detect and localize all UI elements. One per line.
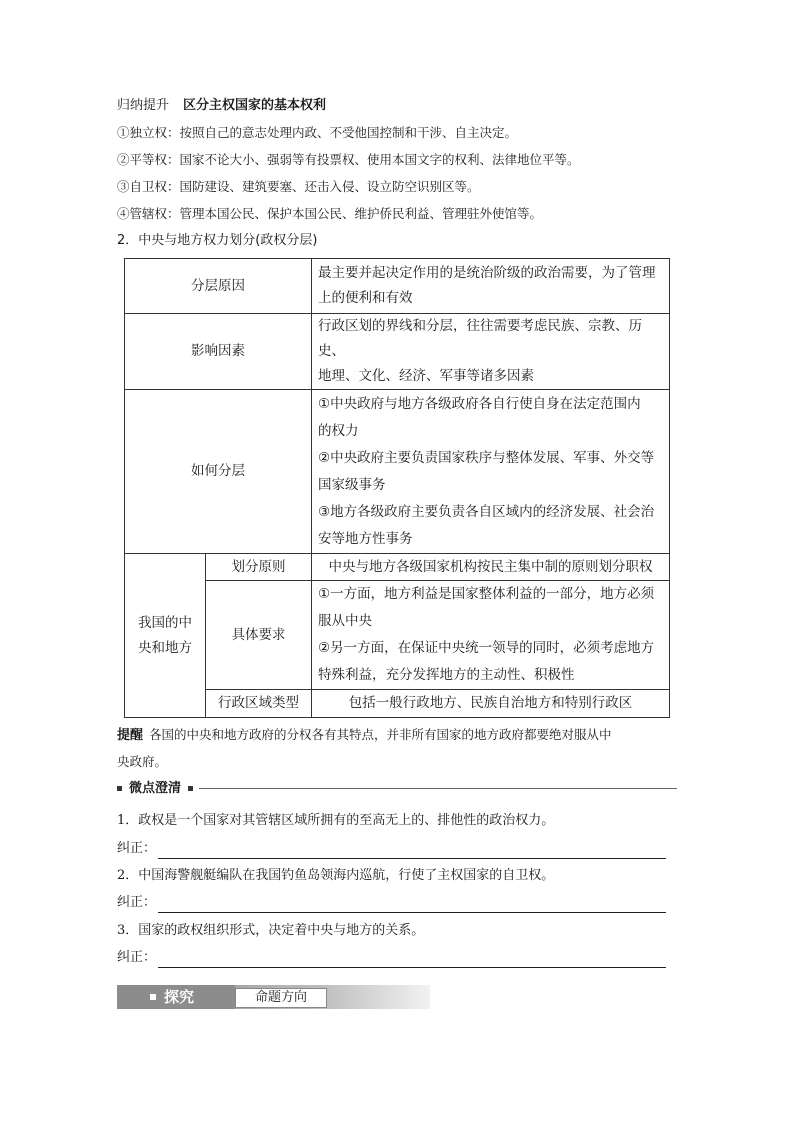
reminder-text: 各国的中央和地方政府的分权各有其特点，并非所有国家的地方政府都要绝对服从中 <box>149 727 612 742</box>
square-bullet-icon <box>150 994 156 1000</box>
summary-label: 归纳提升 <box>117 98 170 113</box>
row-content <box>312 390 670 554</box>
summary-title: 区分主权国家的基本权利 <box>183 98 327 113</box>
correction-label: 纠正： <box>117 895 157 910</box>
clarify-item-2: 2．中国海警舰艇编队在我国钓鱼岛领海内巡航，行使了主权国家的自卫权。 <box>117 868 555 883</box>
correction-input-2[interactable] <box>158 898 666 913</box>
section-divider <box>199 788 677 789</box>
content-line: 特殊利益，充分发挥地方的主动性、积极性 <box>318 667 575 683</box>
content-line: 国家级事务 <box>318 476 386 493</box>
row-content <box>312 314 670 390</box>
table-row <box>125 390 670 554</box>
content-line: 安等地方性事务 <box>318 530 413 547</box>
sub-content <box>312 581 670 690</box>
content-line: ③地方各级政府主要负责各自区域内的经济发展、社会治 <box>318 503 655 520</box>
correction-label: 纠正： <box>117 950 157 965</box>
group-label-line: 我国的中 <box>138 614 192 631</box>
reminder-note <box>117 722 677 775</box>
sub-label: 具体要求 <box>206 581 312 690</box>
power-division-table <box>124 258 670 718</box>
square-bullet-icon <box>117 786 122 791</box>
correction-input-3[interactable] <box>158 953 666 968</box>
right-independence: ①独立权：按照自己的意志处理内政、不受他国控制和干涉、自主决定。 <box>117 125 518 140</box>
correction-line-1 <box>117 839 666 859</box>
correction-input-1[interactable] <box>158 844 666 859</box>
sub-content: 包括一般行政地方、民族自治地方和特别行政区 <box>312 690 670 718</box>
content-line: 服从中央 <box>318 613 372 629</box>
correction-line-3 <box>117 948 666 968</box>
row-content <box>312 259 670 314</box>
row-label: 影响因素 <box>125 314 312 390</box>
banner-main-label: 探究 <box>164 988 195 1006</box>
row-label: 如何分层 <box>125 390 312 554</box>
content-line: 行政区划的界线和分层，往往需要考虑民族、宗教、历史、 <box>318 318 642 359</box>
reminder-label: 提醒 <box>117 728 144 743</box>
content-line: ①一方面，地方利益是国家整体利益的一部分，地方必须 <box>318 586 655 602</box>
content-line: ②另一方面，在保证中央统一领导的同时，必须考虑地方 <box>318 640 655 656</box>
explore-banner <box>117 985 430 1009</box>
sub-label: 行政区域类型 <box>206 690 312 718</box>
reminder-text-2: 央政府。 <box>117 754 168 769</box>
sub-content: 中央与地方各级国家机构按民主集中制的原则划分职权 <box>312 554 670 581</box>
clarify-item-3: 3．国家的政权组织形式，决定着中央与地方的关系。 <box>117 923 425 938</box>
table-row <box>125 581 670 690</box>
sub-label: 划分原则 <box>206 554 312 581</box>
micro-clarify-title: 微点澄清 <box>129 781 182 796</box>
content-line: 地理、文化、经济、军事等诸多因素 <box>318 368 534 384</box>
group-label <box>125 554 206 718</box>
content-line: ②中央政府主要负责国家秩序与整体发展、军事、外交等 <box>318 449 655 466</box>
micro-clarify-header <box>117 780 677 798</box>
content-line: ①中央政府与地方各级政府各自行使自身在法定范围内 <box>318 395 641 412</box>
content-line: 最主要并起决定作用的是统治阶级的政治需要，为了管理 <box>318 265 656 281</box>
section-heading-2: 2．中央与地方权力划分(政权分层) <box>117 233 318 248</box>
table-row <box>125 259 670 314</box>
group-label-line: 央和地方 <box>138 639 192 656</box>
correction-line-2 <box>117 893 666 913</box>
table-row <box>125 554 670 581</box>
banner-sub-label: 命题方向 <box>235 988 327 1008</box>
right-jurisdiction: ④管辖权：管理本国公民、保护本国公民、维护侨民利益、管理驻外使馆等。 <box>117 206 543 221</box>
content-line: 上的便利和有效 <box>318 290 413 306</box>
table-row <box>125 314 670 390</box>
right-equality: ②平等权：国家不论大小、强弱等有投票权、使用本国文字的权利、法律地位平等。 <box>117 152 580 167</box>
row-label: 分层原因 <box>125 259 312 314</box>
summary-heading <box>117 96 326 116</box>
content-line: 的权力 <box>318 422 359 439</box>
correction-label: 纠正： <box>117 841 157 856</box>
square-bullet-icon <box>188 786 193 791</box>
clarify-item-1: 1．政权是一个国家对其管辖区域所拥有的至高无上的、排他性的政治权力。 <box>117 813 555 828</box>
right-self-defense: ③自卫权：国防建设、建筑要塞、还击入侵、设立防空识别区等。 <box>117 179 480 194</box>
table-row <box>125 690 670 718</box>
banner-main <box>117 985 235 1009</box>
